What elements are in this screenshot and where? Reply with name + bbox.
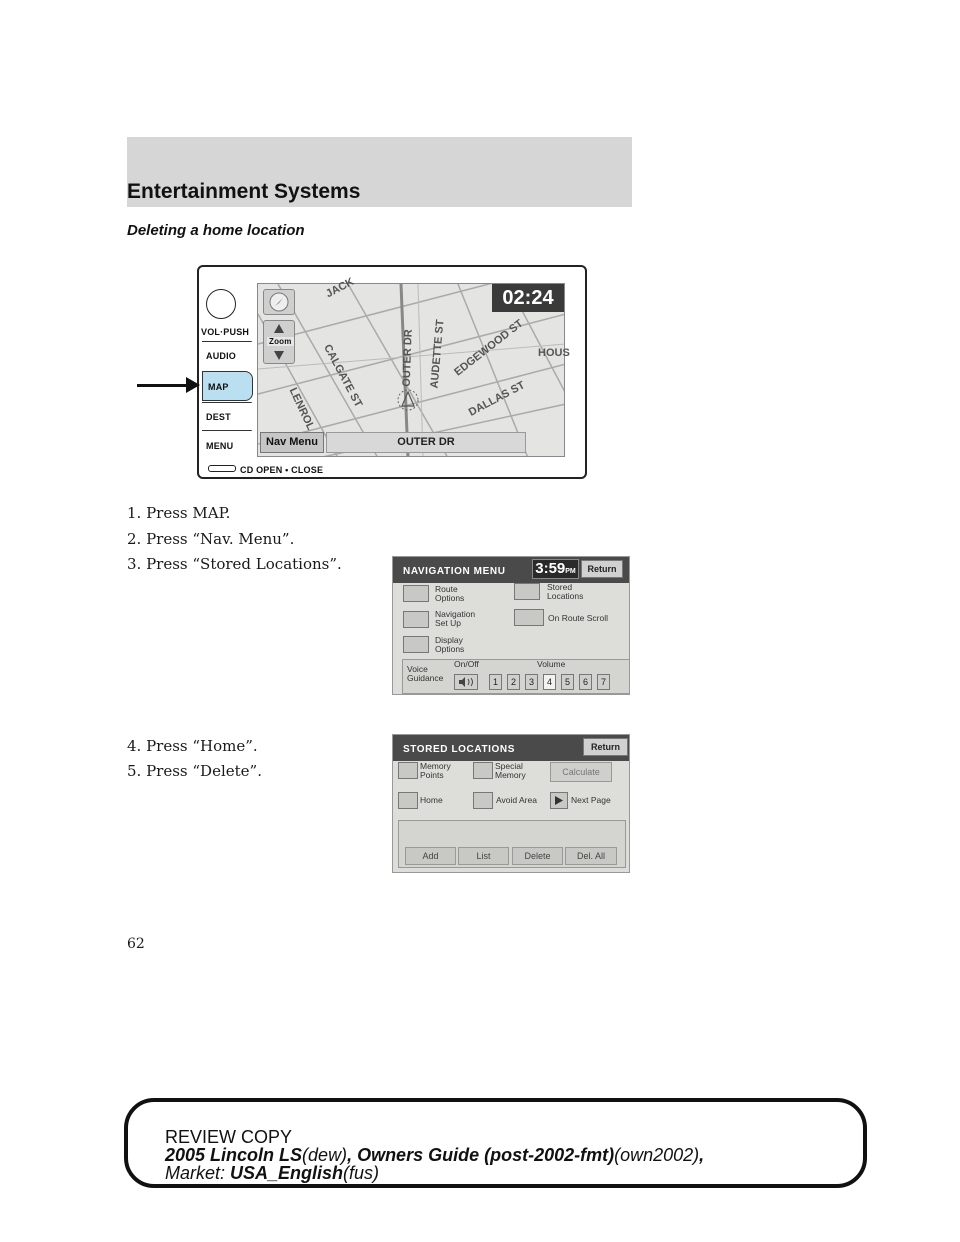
- volume-3-button[interactable]: 3: [525, 674, 538, 690]
- nav-menu-button[interactable]: Nav Menu: [260, 432, 324, 453]
- volume-knob[interactable]: [206, 289, 236, 319]
- dest-button[interactable]: DEST: [206, 412, 231, 422]
- map-street-label: JACK: [323, 275, 357, 301]
- special-memory-icon[interactable]: [473, 762, 493, 779]
- map-street-label: LENROL: [286, 385, 317, 433]
- special-memory-button[interactable]: [495, 762, 526, 780]
- menu-button-divider: [202, 430, 252, 431]
- calculate-button[interactable]: Calculate: [550, 762, 612, 782]
- on-route-scroll-button[interactable]: On Route Scroll: [548, 613, 608, 623]
- menu-label-line: Options: [435, 644, 465, 654]
- footer-guide-code: (own2002): [614, 1145, 700, 1165]
- volume-4-button[interactable]: 4: [543, 674, 556, 690]
- menu-label-line: Navigation: [435, 609, 476, 619]
- pointer-arrow-line: [137, 384, 189, 387]
- menu-label-line: Voice: [407, 664, 428, 674]
- map-street-label: HOUS: [538, 347, 570, 359]
- vol-push-label: VOL·PUSH: [201, 327, 250, 337]
- menu-label-line: Route: [435, 584, 458, 594]
- map-street-label: DALLAS ST: [466, 379, 527, 419]
- footer-market-label: Market:: [165, 1163, 231, 1183]
- current-street-bar: OUTER DR: [326, 432, 526, 453]
- map-button-label: MAP: [208, 382, 229, 392]
- footer-document-line: [165, 1146, 704, 1164]
- stored-locations-screen: [392, 734, 630, 873]
- compass-icon: [264, 290, 294, 314]
- memory-points-icon[interactable]: [398, 762, 418, 779]
- navigation-setup-icon[interactable]: [403, 611, 429, 628]
- footer-comma: ,: [699, 1145, 705, 1165]
- footer-market: USA_English: [230, 1163, 344, 1183]
- dest-button-divider: [202, 402, 252, 403]
- memory-points-button[interactable]: [420, 762, 451, 780]
- menu-label-line: Display: [435, 635, 463, 645]
- map-clock: 02:24: [492, 284, 564, 312]
- stored-locations-title: STORED LOCATIONS: [403, 744, 516, 755]
- home-icon[interactable]: [398, 792, 418, 809]
- on-route-scroll-icon[interactable]: [514, 609, 544, 626]
- footer-market-code: (fus): [343, 1163, 380, 1183]
- menu-label-line: Options: [435, 593, 465, 603]
- menu-label-line: Points: [420, 770, 444, 780]
- cd-slot-icon[interactable]: [208, 465, 236, 472]
- delete-button[interactable]: Delete: [512, 847, 563, 865]
- return-button[interactable]: Return: [581, 560, 623, 578]
- menu-button[interactable]: MENU: [206, 441, 234, 451]
- compass-button[interactable]: [263, 289, 295, 315]
- route-options-button[interactable]: [435, 585, 464, 603]
- navigation-menu-title: NAVIGATION MENU: [403, 566, 506, 577]
- menu-label-line: Guidance: [407, 673, 444, 683]
- volume-7-button[interactable]: 7: [597, 674, 610, 690]
- volume-1-button[interactable]: 1: [489, 674, 502, 690]
- audio-button-divider: [202, 341, 252, 342]
- nav-menu-clock: [532, 559, 579, 579]
- navigation-setup-button[interactable]: [435, 610, 475, 628]
- footer-guide: , Owners Guide (post-2002-fmt): [347, 1145, 615, 1165]
- map-street-label: OUTER DR: [400, 329, 415, 387]
- return-button[interactable]: Return: [583, 738, 628, 756]
- menu-label-line: Memory: [495, 770, 526, 780]
- voice-guidance-label: [407, 665, 443, 683]
- pointer-arrow-icon: [186, 377, 200, 393]
- home-button[interactable]: Home: [420, 795, 443, 805]
- audio-button[interactable]: AUDIO: [206, 351, 236, 361]
- menu-label-line: Special: [495, 761, 523, 771]
- display-options-icon[interactable]: [403, 636, 429, 653]
- navigation-menu-screen: [392, 556, 630, 695]
- route-icon[interactable]: [403, 585, 429, 602]
- display-options-button[interactable]: [435, 636, 464, 654]
- menu-label-line: Locations: [547, 591, 584, 601]
- list-button[interactable]: List: [458, 847, 509, 865]
- next-page-icon[interactable]: [550, 792, 568, 809]
- next-page-button[interactable]: Next Page: [571, 795, 611, 805]
- menu-label-line: Memory: [420, 761, 451, 771]
- page-number: 62: [127, 936, 145, 952]
- map-street-label: AUDETTE ST: [428, 319, 447, 389]
- volume-5-button[interactable]: 5: [561, 674, 574, 690]
- delete-all-button[interactable]: Del. All: [565, 847, 617, 865]
- footer-model: 2005 Lincoln LS: [165, 1145, 303, 1165]
- footer-review-copy: REVIEW COPY: [165, 1127, 293, 1147]
- avoid-area-button[interactable]: Avoid Area: [496, 795, 537, 805]
- map-street-label: EDGEWOOD ST: [452, 317, 526, 379]
- step-2: 2. Press “Nav. Menu”.: [127, 530, 295, 548]
- cd-open-close-label: CD OPEN • CLOSE: [240, 465, 324, 475]
- volume-2-button[interactable]: 2: [507, 674, 520, 690]
- volume-label: Volume: [537, 659, 566, 669]
- stored-locations-button[interactable]: [547, 583, 583, 601]
- step-1: 1. Press MAP.: [127, 504, 231, 522]
- add-button[interactable]: Add: [405, 847, 456, 865]
- play-arrow-icon: [551, 793, 567, 808]
- section-title: Deleting a home location: [127, 222, 305, 239]
- page-title: Entertainment Systems: [127, 180, 361, 203]
- map-street-label: CALGATE ST: [321, 342, 365, 410]
- menu-label-line: Stored: [547, 582, 573, 592]
- footer-market-line: [165, 1164, 379, 1182]
- voice-on-off-button[interactable]: [454, 674, 478, 690]
- on-off-label: On/Off: [454, 659, 479, 669]
- zoom-label: Zoom: [269, 337, 292, 346]
- menu-label-line: Set Up: [435, 618, 461, 628]
- clock-time: 3:59: [535, 560, 566, 577]
- step-3: 3. Press “Stored Locations”.: [127, 555, 342, 573]
- clock-suffix: PM: [565, 568, 576, 575]
- avoid-area-icon[interactable]: [473, 792, 493, 809]
- step-5: 5. Press “Delete”.: [127, 762, 262, 780]
- speaker-icon: [455, 675, 477, 689]
- step-4: 4. Press “Home”.: [127, 737, 258, 755]
- footer-model-code: (dew): [302, 1145, 348, 1165]
- volume-6-button[interactable]: 6: [579, 674, 592, 690]
- stored-locations-icon[interactable]: [514, 583, 540, 600]
